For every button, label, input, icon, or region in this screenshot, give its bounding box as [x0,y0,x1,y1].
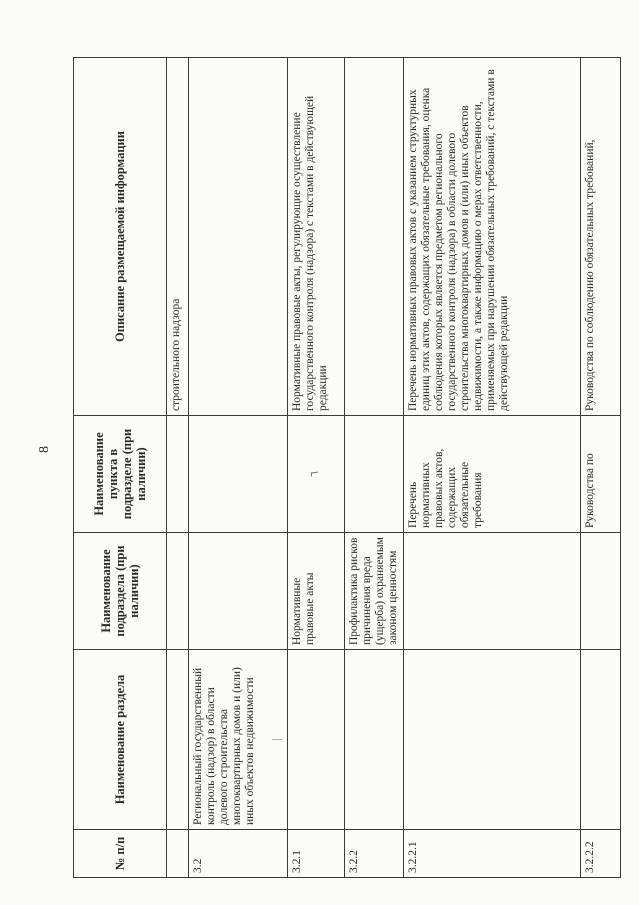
cell-item [167,416,189,533]
cell-number: 3.2.2.1 [404,830,581,878]
cell-description [189,58,288,416]
table-row [288,58,345,878]
table-row [404,58,581,878]
cell-number: 3.2.2.2 [581,830,621,878]
cell-section [189,650,288,830]
table-row [345,58,404,878]
cell-section [581,650,621,830]
header-item: Наименование пункта в подразделе (при наличии) [74,416,167,533]
header-description: Описание размещаемой информации [74,58,167,416]
cell-subsection [167,533,189,650]
cell-section [345,650,404,830]
item-mark: ٦ [309,470,321,478]
cell-description: Нормативные правовые акты, регулирующие осуществление государственного контроля (надзора) с текстами в действующей редакции [288,58,345,416]
cell-description: Перечень нормативных правовых актов с указанием структурных единиц этих актов, содержащих обязательные требования, оценка соблюдения которых является предметом регионального государственного контроля (надзора) в области долевого строительства многоквартирных домов и (или) иных объектов недвижимости, а также информацию о мерах ответственности, применяемых при нарушении обязательных требований, с текстами в действующей редакции [404,58,581,416]
header-number: № п/п [74,830,167,878]
cell-section [404,650,581,830]
page-number: 8 [37,446,52,453]
table-row [581,58,621,878]
cell-item: Перечень нормативных правовых актов, содержащих обязательные требования [404,416,581,533]
table-row [189,58,288,878]
section-mark: | [271,738,283,741]
table-row [167,58,189,878]
cell-number [167,830,189,878]
cell-subsection: Профилактика рисков причинения вреда (ущерба) охраняемым законом ценностям [345,533,404,650]
cell-item: Руководства по [581,416,621,533]
cell-number: 3.2.1 [288,830,345,878]
cell-item [345,416,404,533]
header-section: Наименование раздела [74,650,167,830]
cell-number: 3.2 [189,830,288,878]
header-subsection: Наименование подраздела (при наличии) [74,533,167,650]
cell-description: Руководства по соблюдению обязательных требований, [581,58,621,416]
cell-subsection [404,533,581,650]
cell-section [167,650,189,830]
cell-subsection [189,533,288,650]
cell-item [189,416,288,533]
cell-description [345,58,404,416]
info-table-wrapper [73,58,611,878]
cell-item [288,416,345,533]
section-text: Региональный государственный контроль (надзор) в области долевого строительства многоквартирных домов и (или) иных объектов недвижимости [192,667,256,825]
cell-section [288,650,345,830]
cell-subsection: Нормативные правовые акты [288,533,345,650]
cell-number: 3.2.2 [345,830,404,878]
cell-description: строительного надзора [167,58,189,416]
table-header-row [74,58,167,878]
cell-subsection [581,533,621,650]
info-table [73,57,621,878]
